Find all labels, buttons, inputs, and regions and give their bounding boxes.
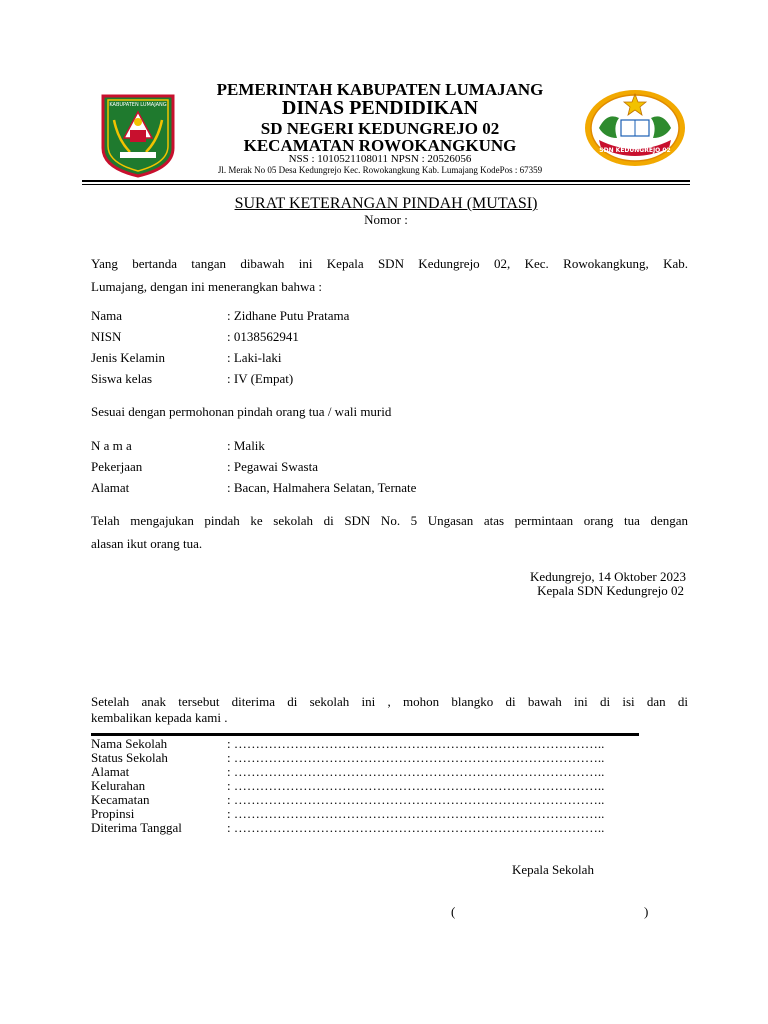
- sdn-kedungrejo-logo: [583, 88, 687, 168]
- header-line-2: DINAS PENDIDIKAN: [281, 97, 479, 119]
- header-rule-thin: [82, 184, 690, 185]
- field-label: NISN: [91, 329, 122, 344]
- field-value: : IV (Empat): [227, 371, 294, 386]
- field-value: : Bacan, Halmahera Selatan, Ternate: [227, 480, 417, 495]
- form-label: Kelurahan: [91, 778, 146, 793]
- form-blank: : …………………………………………………………………………..: [227, 806, 605, 821]
- transfer-line-2: alasan ikut orang tua.: [91, 536, 203, 551]
- letter-nomor: Nomor :: [364, 212, 408, 227]
- field-value: : Laki-laki: [227, 350, 282, 365]
- field-label: N a m a: [91, 438, 132, 453]
- header-line-4: KECAMATAN ROWOKANGKUNG: [243, 136, 517, 155]
- field-value: : Malik: [227, 438, 265, 453]
- form-blank: : …………………………………………………………………………..: [227, 736, 605, 751]
- form-label: Alamat: [91, 764, 130, 779]
- form-blank: : …………………………………………………………………………..: [227, 778, 605, 793]
- transfer-line-1: Telah mengajukan pindah ke sekolah di SDN No. 5 Ungasan atas permintaan orang tua dengan: [91, 513, 688, 528]
- form-blank: : …………………………………………………………………………..: [227, 750, 605, 765]
- field-value: : Pegawai Swasta: [227, 459, 318, 474]
- form-intro-line-1: Setelah anak tersebut diterima di sekolah ini , mohon blangko di bawah ini di isi dan di: [91, 694, 688, 709]
- signature-paren-close: ): [644, 904, 649, 919]
- form-blank: : …………………………………………………………………………..: [227, 792, 605, 807]
- form-intro-line-2: kembalikan kepada kami .: [91, 710, 228, 725]
- form-blank: : …………………………………………………………………………..: [227, 820, 605, 835]
- header-line-3: SD NEGERI KEDUNGREJO 02: [260, 119, 500, 138]
- letter-title: SURAT KETERANGAN PINDAH (MUTASI): [234, 195, 538, 212]
- header-rule-thick: [82, 180, 690, 182]
- logo-right-text: SDN KEDUNGREJO 02: [599, 147, 671, 154]
- form-signer-title: Kepala Sekolah: [512, 862, 594, 877]
- field-label: Alamat: [91, 480, 130, 495]
- form-label: Kecamatan: [91, 792, 150, 807]
- form-label: Propinsi: [91, 806, 135, 821]
- header-nss: NSS : 1010521108011 NPSN : 20526056: [288, 153, 472, 165]
- field-label: Siswa kelas: [91, 371, 153, 386]
- field-label: Nama: [91, 308, 123, 323]
- header-address: Jl. Merak No 05 Desa Kedungrejo Kec. Rowokangkung Kab. Lumajang KodePos : 67359: [217, 165, 543, 175]
- header-line-1: PEMERINTAH KABUPATEN LUMAJANG: [216, 80, 544, 99]
- field-value: : 0138562941: [227, 329, 299, 344]
- field-value: : Zidhane Putu Pratama: [227, 308, 350, 323]
- signer-title: Kepala SDN Kedungrejo 02: [537, 583, 684, 598]
- form-label: Diterima Tanggal: [91, 820, 182, 835]
- logo-left-text: KABUPATEN LUMAJANG: [109, 102, 167, 108]
- intro-line-1: Yang bertanda tangan dibawah ini Kepala SDN Kedungrejo 02, Kec. Rowokangkung, Kab.: [91, 256, 688, 271]
- form-label: Status Sekolah: [91, 750, 168, 765]
- request-text: Sesuai dengan permohonan pindah orang tua / wali murid: [91, 404, 392, 419]
- field-label: Pekerjaan: [91, 459, 143, 474]
- form-blank: : …………………………………………………………………………..: [227, 764, 605, 779]
- signature-paren-open: (: [451, 904, 456, 919]
- form-label: Nama Sekolah: [91, 736, 168, 751]
- intro-line-2: Lumajang, dengan ini menerangkan bahwa :: [91, 279, 323, 294]
- place-date: Kedungrejo, 14 Oktober 2023: [530, 569, 686, 584]
- field-label: Jenis Kelamin: [91, 350, 166, 365]
